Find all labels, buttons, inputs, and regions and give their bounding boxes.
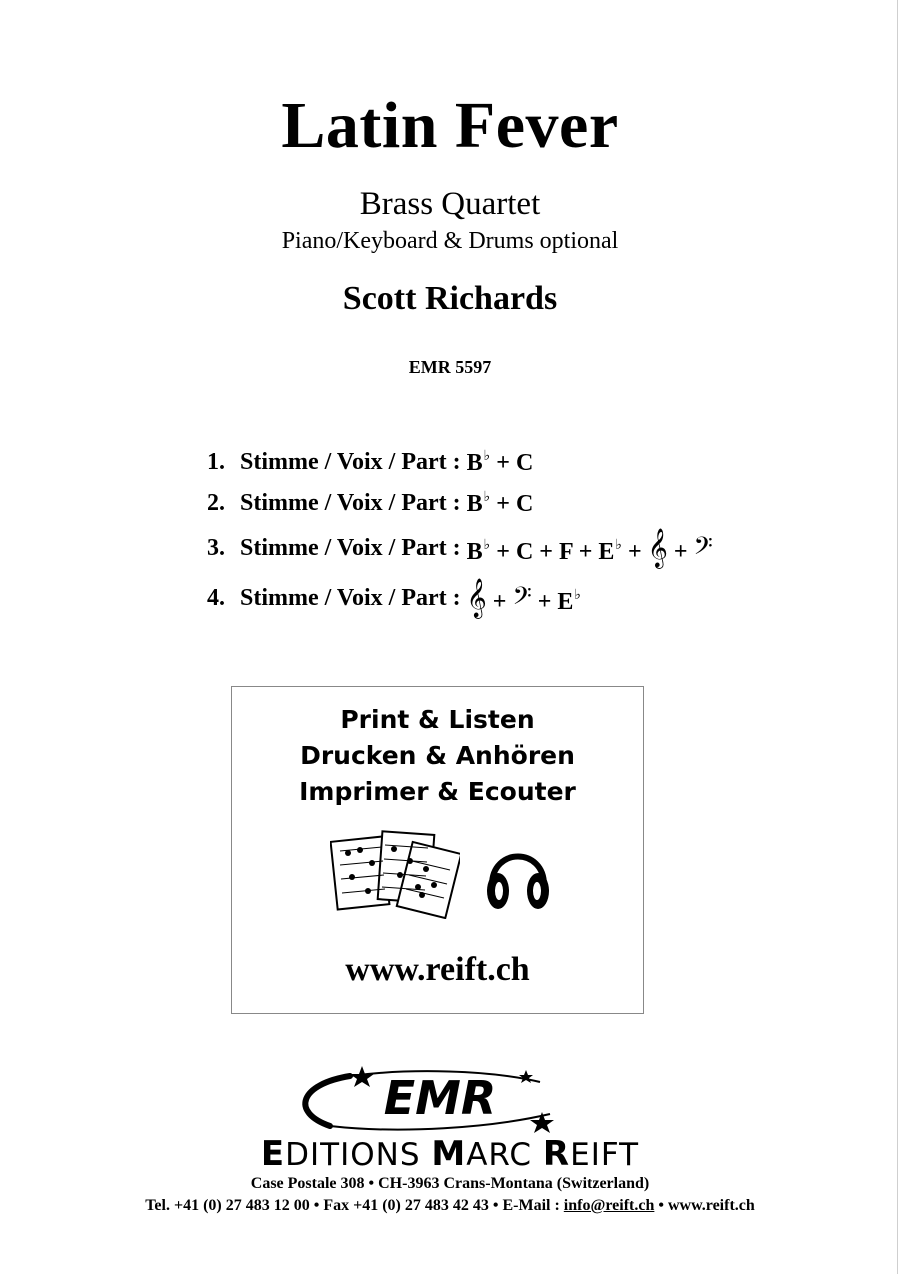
catalog-number: EMR 5597 — [408, 357, 492, 377]
part-number: 3. — [207, 534, 225, 561]
publisher-contact: Tel. +41 (0) 27 483 12 00 • Fax +41 (0) 27 483 42 43 • E-Mail : info@reift.ch • www.reift.ch — [145, 1197, 755, 1214]
part-1 — [207, 442, 533, 482]
part-label: Stimme / Voix / Part : — [240, 584, 461, 611]
part-keys: 𝄞 + 𝄢 + E♭ — [466, 577, 582, 618]
promo-website: www.reift.ch — [345, 951, 530, 988]
headphones-icon — [484, 839, 552, 915]
instrumentation: Brass Quartet — [359, 186, 541, 222]
part-3 — [207, 528, 713, 568]
treble-clef-icon: 𝄞 — [647, 527, 668, 568]
logo-text: EMR — [383, 1071, 497, 1125]
part-label: Stimme / Voix / Part : — [240, 448, 461, 475]
part-4 — [207, 578, 581, 618]
part-keys: B♭ + C — [466, 448, 534, 476]
page-title: Latin Fever — [281, 89, 619, 162]
publisher-name: EDITIONS MARC REIFT — [260, 1134, 640, 1174]
promo-line-en: Print & Listen — [340, 705, 535, 734]
email-link[interactable]: info@reift.ch — [563, 1197, 655, 1214]
part-number: 1. — [207, 448, 225, 475]
print-listen-box — [231, 686, 644, 1014]
part-label: Stimme / Voix / Part : — [240, 489, 461, 516]
emr-logo — [290, 1064, 610, 1134]
optional-instruments: Piano/Keyboard & Drums optional — [281, 228, 619, 254]
bass-clef-icon: 𝄢 — [693, 531, 713, 567]
treble-clef-icon: 𝄞 — [466, 577, 487, 618]
part-label: Stimme / Voix / Part : — [240, 534, 461, 561]
part-number: 4. — [207, 584, 225, 611]
promo-line-de: Drucken & Anhören — [300, 741, 575, 770]
bass-clef-icon: 𝄢 — [512, 581, 532, 617]
promo-line-fr: Imprimer & Ecouter — [299, 777, 576, 806]
part-number: 2. — [207, 489, 225, 516]
composer-name: Scott Richards — [342, 280, 558, 317]
publisher-address: Case Postale 308 • CH-3963 Crans-Montana (Switzerland) — [250, 1175, 650, 1192]
part-2 — [207, 483, 533, 523]
part-keys: B♭ + C + F + E♭ + 𝄞 + 𝄢 — [466, 527, 713, 568]
part-keys: B♭ + C — [466, 489, 534, 517]
sheet-music-icon — [330, 829, 460, 919]
